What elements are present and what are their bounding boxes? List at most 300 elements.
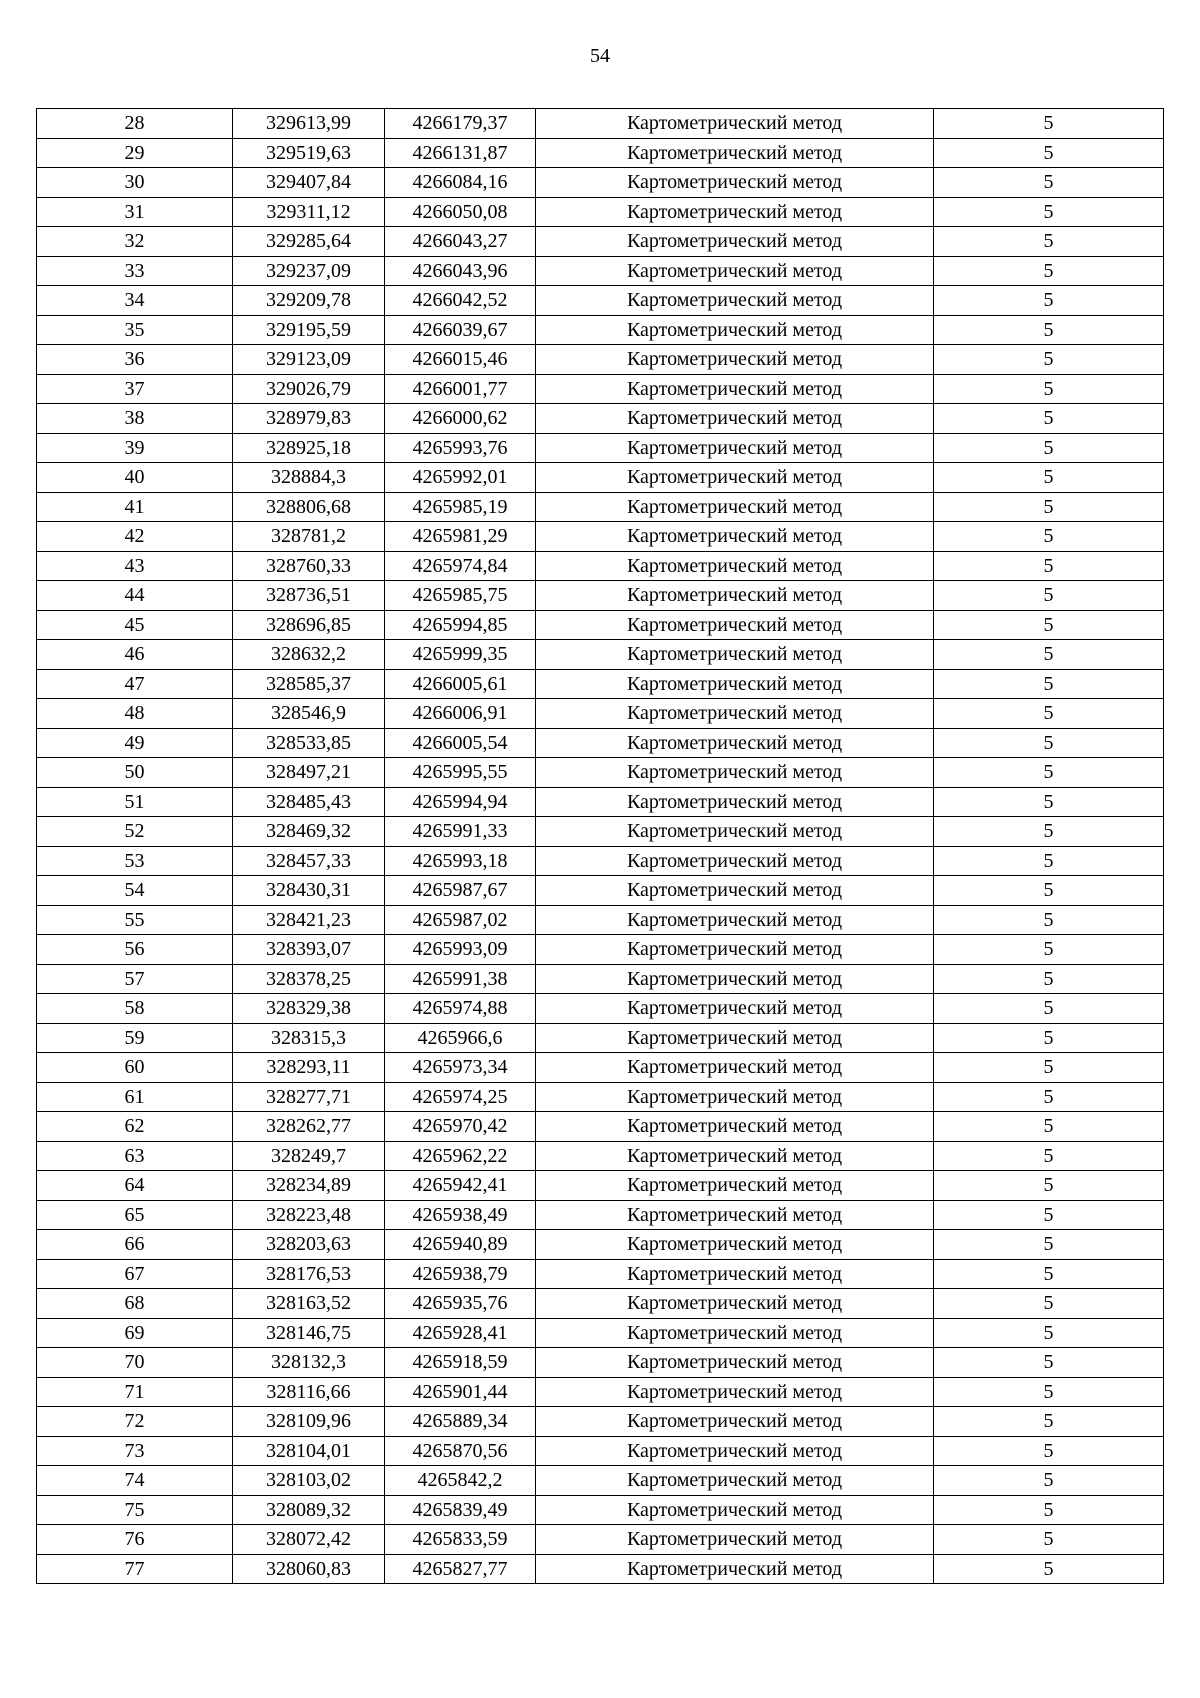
- y-coordinate-cell: 4266000,62: [385, 404, 536, 434]
- x-coordinate-cell: 328293,11: [233, 1053, 385, 1083]
- accuracy-cell: 5: [934, 994, 1164, 1024]
- point-number-cell: 40: [37, 463, 233, 493]
- accuracy-cell: 5: [934, 286, 1164, 316]
- accuracy-cell: 5: [934, 1525, 1164, 1555]
- x-coordinate-cell: 328806,68: [233, 492, 385, 522]
- method-cell: Картометрический метод: [536, 256, 934, 286]
- accuracy-cell: 5: [934, 1141, 1164, 1171]
- accuracy-cell: 5: [934, 846, 1164, 876]
- x-coordinate-cell: 329285,64: [233, 227, 385, 257]
- y-coordinate-cell: 4266043,27: [385, 227, 536, 257]
- y-coordinate-cell: 4266131,87: [385, 138, 536, 168]
- point-number-cell: 56: [37, 935, 233, 965]
- x-coordinate-cell: 328421,23: [233, 905, 385, 935]
- x-coordinate-cell: 328249,7: [233, 1141, 385, 1171]
- accuracy-cell: 5: [934, 345, 1164, 375]
- point-number-cell: 72: [37, 1407, 233, 1437]
- accuracy-cell: 5: [934, 964, 1164, 994]
- x-coordinate-cell: 328116,66: [233, 1377, 385, 1407]
- y-coordinate-cell: 4265827,77: [385, 1554, 536, 1584]
- y-coordinate-cell: 4265870,56: [385, 1436, 536, 1466]
- table-row: [37, 1023, 1164, 1053]
- table-row: [37, 1230, 1164, 1260]
- accuracy-cell: 5: [934, 404, 1164, 434]
- x-coordinate-cell: 328277,71: [233, 1082, 385, 1112]
- method-cell: Картометрический метод: [536, 463, 934, 493]
- method-cell: Картометрический метод: [536, 1466, 934, 1496]
- point-number-cell: 58: [37, 994, 233, 1024]
- method-cell: Картометрический метод: [536, 522, 934, 552]
- accuracy-cell: 5: [934, 1023, 1164, 1053]
- point-number-cell: 66: [37, 1230, 233, 1260]
- accuracy-cell: 5: [934, 227, 1164, 257]
- x-coordinate-cell: 328203,63: [233, 1230, 385, 1260]
- method-cell: Картометрический метод: [536, 1023, 934, 1053]
- accuracy-cell: 5: [934, 463, 1164, 493]
- table-row: [37, 1348, 1164, 1378]
- table-row: [37, 109, 1164, 139]
- point-number-cell: 76: [37, 1525, 233, 1555]
- table-row: [37, 433, 1164, 463]
- accuracy-cell: 5: [934, 581, 1164, 611]
- y-coordinate-cell: 4265973,34: [385, 1053, 536, 1083]
- method-cell: Картометрический метод: [536, 1171, 934, 1201]
- table-row: [37, 964, 1164, 994]
- y-coordinate-cell: 4265985,75: [385, 581, 536, 611]
- accuracy-cell: 5: [934, 168, 1164, 198]
- table-row: [37, 1200, 1164, 1230]
- point-number-cell: 60: [37, 1053, 233, 1083]
- y-coordinate-cell: 4265974,25: [385, 1082, 536, 1112]
- point-number-cell: 41: [37, 492, 233, 522]
- method-cell: Картометрический метод: [536, 138, 934, 168]
- table-row: [37, 256, 1164, 286]
- table-row: [37, 1053, 1164, 1083]
- y-coordinate-cell: 4266001,77: [385, 374, 536, 404]
- point-number-cell: 74: [37, 1466, 233, 1496]
- table-row: [37, 935, 1164, 965]
- accuracy-cell: 5: [934, 1112, 1164, 1142]
- point-number-cell: 35: [37, 315, 233, 345]
- y-coordinate-cell: 4265942,41: [385, 1171, 536, 1201]
- x-coordinate-cell: 329026,79: [233, 374, 385, 404]
- y-coordinate-cell: 4265987,67: [385, 876, 536, 906]
- y-coordinate-cell: 4266050,08: [385, 197, 536, 227]
- accuracy-cell: 5: [934, 492, 1164, 522]
- x-coordinate-cell: 329209,78: [233, 286, 385, 316]
- x-coordinate-cell: 328223,48: [233, 1200, 385, 1230]
- table-row: [37, 1466, 1164, 1496]
- method-cell: Картометрический метод: [536, 728, 934, 758]
- table-row: [37, 1112, 1164, 1142]
- method-cell: Картометрический метод: [536, 994, 934, 1024]
- table-row: [37, 728, 1164, 758]
- point-number-cell: 39: [37, 433, 233, 463]
- table-row: [37, 1554, 1164, 1584]
- point-number-cell: 52: [37, 817, 233, 847]
- method-cell: Картометрический метод: [536, 168, 934, 198]
- accuracy-cell: 5: [934, 1082, 1164, 1112]
- x-coordinate-cell: 328104,01: [233, 1436, 385, 1466]
- accuracy-cell: 5: [934, 1230, 1164, 1260]
- table-row: [37, 669, 1164, 699]
- point-number-cell: 44: [37, 581, 233, 611]
- method-cell: Картометрический метод: [536, 374, 934, 404]
- x-coordinate-cell: 328760,33: [233, 551, 385, 581]
- x-coordinate-cell: 328393,07: [233, 935, 385, 965]
- method-cell: Картометрический метод: [536, 964, 934, 994]
- method-cell: Картометрический метод: [536, 581, 934, 611]
- point-number-cell: 28: [37, 109, 233, 139]
- method-cell: Картометрический метод: [536, 404, 934, 434]
- accuracy-cell: 5: [934, 1259, 1164, 1289]
- accuracy-cell: 5: [934, 522, 1164, 552]
- x-coordinate-cell: 328146,75: [233, 1318, 385, 1348]
- y-coordinate-cell: 4265991,38: [385, 964, 536, 994]
- point-number-cell: 54: [37, 876, 233, 906]
- point-number-cell: 31: [37, 197, 233, 227]
- point-number-cell: 73: [37, 1436, 233, 1466]
- y-coordinate-cell: 4265839,49: [385, 1495, 536, 1525]
- point-number-cell: 33: [37, 256, 233, 286]
- accuracy-cell: 5: [934, 315, 1164, 345]
- accuracy-cell: 5: [934, 433, 1164, 463]
- method-cell: Картометрический метод: [536, 758, 934, 788]
- method-cell: Картометрический метод: [536, 669, 934, 699]
- x-coordinate-cell: 328781,2: [233, 522, 385, 552]
- accuracy-cell: 5: [934, 935, 1164, 965]
- table-row: [37, 286, 1164, 316]
- method-cell: Картометрический метод: [536, 1289, 934, 1319]
- table-row: [37, 197, 1164, 227]
- table-row: [37, 1289, 1164, 1319]
- y-coordinate-cell: 4265993,18: [385, 846, 536, 876]
- y-coordinate-cell: 4266043,96: [385, 256, 536, 286]
- table-row: [37, 1259, 1164, 1289]
- y-coordinate-cell: 4265994,85: [385, 610, 536, 640]
- x-coordinate-cell: 328469,32: [233, 817, 385, 847]
- method-cell: Картометрический метод: [536, 1495, 934, 1525]
- x-coordinate-cell: 328632,2: [233, 640, 385, 670]
- y-coordinate-cell: 4265993,09: [385, 935, 536, 965]
- table-row: [37, 787, 1164, 817]
- x-coordinate-cell: 328072,42: [233, 1525, 385, 1555]
- accuracy-cell: 5: [934, 138, 1164, 168]
- y-coordinate-cell: 4266005,61: [385, 669, 536, 699]
- table-row: [37, 1407, 1164, 1437]
- x-coordinate-cell: 329407,84: [233, 168, 385, 198]
- method-cell: Картометрический метод: [536, 109, 934, 139]
- point-number-cell: 57: [37, 964, 233, 994]
- y-coordinate-cell: 4265938,49: [385, 1200, 536, 1230]
- y-coordinate-cell: 4265901,44: [385, 1377, 536, 1407]
- x-coordinate-cell: 328546,9: [233, 699, 385, 729]
- y-coordinate-cell: 4265981,29: [385, 522, 536, 552]
- table-row: [37, 758, 1164, 788]
- table-row: [37, 404, 1164, 434]
- accuracy-cell: 5: [934, 699, 1164, 729]
- x-coordinate-cell: 328533,85: [233, 728, 385, 758]
- point-number-cell: 53: [37, 846, 233, 876]
- x-coordinate-cell: 328979,83: [233, 404, 385, 434]
- x-coordinate-cell: 328457,33: [233, 846, 385, 876]
- y-coordinate-cell: 4265940,89: [385, 1230, 536, 1260]
- method-cell: Картометрический метод: [536, 1407, 934, 1437]
- table-row: [37, 1141, 1164, 1171]
- y-coordinate-cell: 4265889,34: [385, 1407, 536, 1437]
- table-row: [37, 905, 1164, 935]
- x-coordinate-cell: 329237,09: [233, 256, 385, 286]
- accuracy-cell: 5: [934, 197, 1164, 227]
- y-coordinate-cell: 4266015,46: [385, 345, 536, 375]
- method-cell: Картометрический метод: [536, 345, 934, 375]
- x-coordinate-cell: 329613,99: [233, 109, 385, 139]
- y-coordinate-cell: 4265993,76: [385, 433, 536, 463]
- method-cell: Картометрический метод: [536, 197, 934, 227]
- method-cell: Картометрический метод: [536, 1259, 934, 1289]
- y-coordinate-cell: 4265995,55: [385, 758, 536, 788]
- point-number-cell: 42: [37, 522, 233, 552]
- point-number-cell: 62: [37, 1112, 233, 1142]
- point-number-cell: 71: [37, 1377, 233, 1407]
- accuracy-cell: 5: [934, 1348, 1164, 1378]
- point-number-cell: 49: [37, 728, 233, 758]
- y-coordinate-cell: 4266005,54: [385, 728, 536, 758]
- table-row: [37, 1171, 1164, 1201]
- y-coordinate-cell: 4265974,84: [385, 551, 536, 581]
- x-coordinate-cell: 329519,63: [233, 138, 385, 168]
- method-cell: Картометрический метод: [536, 699, 934, 729]
- table-row: [37, 1377, 1164, 1407]
- table-row: [37, 315, 1164, 345]
- x-coordinate-cell: 328103,02: [233, 1466, 385, 1496]
- method-cell: Картометрический метод: [536, 787, 934, 817]
- coordinates-table: [36, 108, 1164, 1584]
- x-coordinate-cell: 328109,96: [233, 1407, 385, 1437]
- x-coordinate-cell: 328132,3: [233, 1348, 385, 1378]
- method-cell: Картометрический метод: [536, 876, 934, 906]
- accuracy-cell: 5: [934, 758, 1164, 788]
- y-coordinate-cell: 4265992,01: [385, 463, 536, 493]
- point-number-cell: 47: [37, 669, 233, 699]
- table-row: [37, 699, 1164, 729]
- method-cell: Картометрический метод: [536, 1230, 934, 1260]
- table-row: [37, 492, 1164, 522]
- table-row: [37, 374, 1164, 404]
- y-coordinate-cell: 4265999,35: [385, 640, 536, 670]
- table-row: [37, 345, 1164, 375]
- method-cell: Картометрический метод: [536, 492, 934, 522]
- method-cell: Картометрический метод: [536, 1200, 934, 1230]
- accuracy-cell: 5: [934, 1289, 1164, 1319]
- method-cell: Картометрический метод: [536, 935, 934, 965]
- point-number-cell: 69: [37, 1318, 233, 1348]
- x-coordinate-cell: 329195,59: [233, 315, 385, 345]
- x-coordinate-cell: 328497,21: [233, 758, 385, 788]
- y-coordinate-cell: 4265974,88: [385, 994, 536, 1024]
- point-number-cell: 45: [37, 610, 233, 640]
- table-row: [37, 1436, 1164, 1466]
- y-coordinate-cell: 4265833,59: [385, 1525, 536, 1555]
- method-cell: Картометрический метод: [536, 1082, 934, 1112]
- accuracy-cell: 5: [934, 876, 1164, 906]
- x-coordinate-cell: 328163,52: [233, 1289, 385, 1319]
- point-number-cell: 70: [37, 1348, 233, 1378]
- point-number-cell: 46: [37, 640, 233, 670]
- method-cell: Картометрический метод: [536, 1554, 934, 1584]
- accuracy-cell: 5: [934, 1053, 1164, 1083]
- y-coordinate-cell: 4265985,19: [385, 492, 536, 522]
- accuracy-cell: 5: [934, 1436, 1164, 1466]
- point-number-cell: 48: [37, 699, 233, 729]
- y-coordinate-cell: 4265938,79: [385, 1259, 536, 1289]
- y-coordinate-cell: 4265935,76: [385, 1289, 536, 1319]
- method-cell: Картометрический метод: [536, 1112, 934, 1142]
- table-row: [37, 581, 1164, 611]
- accuracy-cell: 5: [934, 1200, 1164, 1230]
- accuracy-cell: 5: [934, 1407, 1164, 1437]
- x-coordinate-cell: 329311,12: [233, 197, 385, 227]
- point-number-cell: 68: [37, 1289, 233, 1319]
- table-row: [37, 522, 1164, 552]
- table-row: [37, 817, 1164, 847]
- point-number-cell: 50: [37, 758, 233, 788]
- coordinates-table-body: [37, 109, 1164, 1584]
- table-row: [37, 994, 1164, 1024]
- method-cell: Картометрический метод: [536, 286, 934, 316]
- y-coordinate-cell: 4265966,6: [385, 1023, 536, 1053]
- x-coordinate-cell: 328925,18: [233, 433, 385, 463]
- point-number-cell: 65: [37, 1200, 233, 1230]
- y-coordinate-cell: 4265987,02: [385, 905, 536, 935]
- table-row: [37, 551, 1164, 581]
- table-row: [37, 168, 1164, 198]
- table-row: [37, 846, 1164, 876]
- y-coordinate-cell: 4266006,91: [385, 699, 536, 729]
- y-coordinate-cell: 4265842,2: [385, 1466, 536, 1496]
- accuracy-cell: 5: [934, 1495, 1164, 1525]
- y-coordinate-cell: 4265962,22: [385, 1141, 536, 1171]
- x-coordinate-cell: 328060,83: [233, 1554, 385, 1584]
- method-cell: Картометрический метод: [536, 610, 934, 640]
- method-cell: Картометрический метод: [536, 1141, 934, 1171]
- point-number-cell: 29: [37, 138, 233, 168]
- accuracy-cell: 5: [934, 109, 1164, 139]
- accuracy-cell: 5: [934, 1318, 1164, 1348]
- point-number-cell: 32: [37, 227, 233, 257]
- x-coordinate-cell: 328884,3: [233, 463, 385, 493]
- table-row: [37, 227, 1164, 257]
- point-number-cell: 64: [37, 1171, 233, 1201]
- method-cell: Картометрический метод: [536, 817, 934, 847]
- y-coordinate-cell: 4265970,42: [385, 1112, 536, 1142]
- x-coordinate-cell: 328329,38: [233, 994, 385, 1024]
- method-cell: Картометрический метод: [536, 551, 934, 581]
- table-row: [37, 1495, 1164, 1525]
- method-cell: Картометрический метод: [536, 1525, 934, 1555]
- x-coordinate-cell: 328430,31: [233, 876, 385, 906]
- accuracy-cell: 5: [934, 1171, 1164, 1201]
- x-coordinate-cell: 328176,53: [233, 1259, 385, 1289]
- method-cell: Картометрический метод: [536, 433, 934, 463]
- y-coordinate-cell: 4266179,37: [385, 109, 536, 139]
- x-coordinate-cell: 328696,85: [233, 610, 385, 640]
- table-row: [37, 610, 1164, 640]
- method-cell: Картометрический метод: [536, 1053, 934, 1083]
- method-cell: Картометрический метод: [536, 315, 934, 345]
- point-number-cell: 55: [37, 905, 233, 935]
- accuracy-cell: 5: [934, 905, 1164, 935]
- x-coordinate-cell: 329123,09: [233, 345, 385, 375]
- accuracy-cell: 5: [934, 787, 1164, 817]
- accuracy-cell: 5: [934, 256, 1164, 286]
- accuracy-cell: 5: [934, 551, 1164, 581]
- method-cell: Картометрический метод: [536, 227, 934, 257]
- point-number-cell: 59: [37, 1023, 233, 1053]
- point-number-cell: 38: [37, 404, 233, 434]
- accuracy-cell: 5: [934, 1466, 1164, 1496]
- x-coordinate-cell: 328378,25: [233, 964, 385, 994]
- x-coordinate-cell: 328485,43: [233, 787, 385, 817]
- method-cell: Картометрический метод: [536, 905, 934, 935]
- point-number-cell: 77: [37, 1554, 233, 1584]
- page-number: 54: [590, 45, 610, 67]
- accuracy-cell: 5: [934, 1554, 1164, 1584]
- accuracy-cell: 5: [934, 610, 1164, 640]
- x-coordinate-cell: 328234,89: [233, 1171, 385, 1201]
- y-coordinate-cell: 4266039,67: [385, 315, 536, 345]
- y-coordinate-cell: 4265994,94: [385, 787, 536, 817]
- point-number-cell: 30: [37, 168, 233, 198]
- point-number-cell: 75: [37, 1495, 233, 1525]
- accuracy-cell: 5: [934, 728, 1164, 758]
- x-coordinate-cell: 328315,3: [233, 1023, 385, 1053]
- method-cell: Картометрический метод: [536, 846, 934, 876]
- point-number-cell: 43: [37, 551, 233, 581]
- x-coordinate-cell: 328262,77: [233, 1112, 385, 1142]
- accuracy-cell: 5: [934, 640, 1164, 670]
- table-row: [37, 640, 1164, 670]
- point-number-cell: 63: [37, 1141, 233, 1171]
- table-row: [37, 876, 1164, 906]
- accuracy-cell: 5: [934, 374, 1164, 404]
- point-number-cell: 67: [37, 1259, 233, 1289]
- x-coordinate-cell: 328736,51: [233, 581, 385, 611]
- method-cell: Картометрический метод: [536, 1377, 934, 1407]
- point-number-cell: 61: [37, 1082, 233, 1112]
- y-coordinate-cell: 4265928,41: [385, 1318, 536, 1348]
- y-coordinate-cell: 4266084,16: [385, 168, 536, 198]
- table-row: [37, 1318, 1164, 1348]
- method-cell: Картометрический метод: [536, 1318, 934, 1348]
- table-row: [37, 1082, 1164, 1112]
- method-cell: Картометрический метод: [536, 640, 934, 670]
- x-coordinate-cell: 328089,32: [233, 1495, 385, 1525]
- point-number-cell: 34: [37, 286, 233, 316]
- accuracy-cell: 5: [934, 669, 1164, 699]
- table-row: [37, 138, 1164, 168]
- method-cell: Картометрический метод: [536, 1436, 934, 1466]
- point-number-cell: 37: [37, 374, 233, 404]
- y-coordinate-cell: 4266042,52: [385, 286, 536, 316]
- table-row: [37, 1525, 1164, 1555]
- accuracy-cell: 5: [934, 817, 1164, 847]
- point-number-cell: 51: [37, 787, 233, 817]
- x-coordinate-cell: 328585,37: [233, 669, 385, 699]
- point-number-cell: 36: [37, 345, 233, 375]
- accuracy-cell: 5: [934, 1377, 1164, 1407]
- method-cell: Картометрический метод: [536, 1348, 934, 1378]
